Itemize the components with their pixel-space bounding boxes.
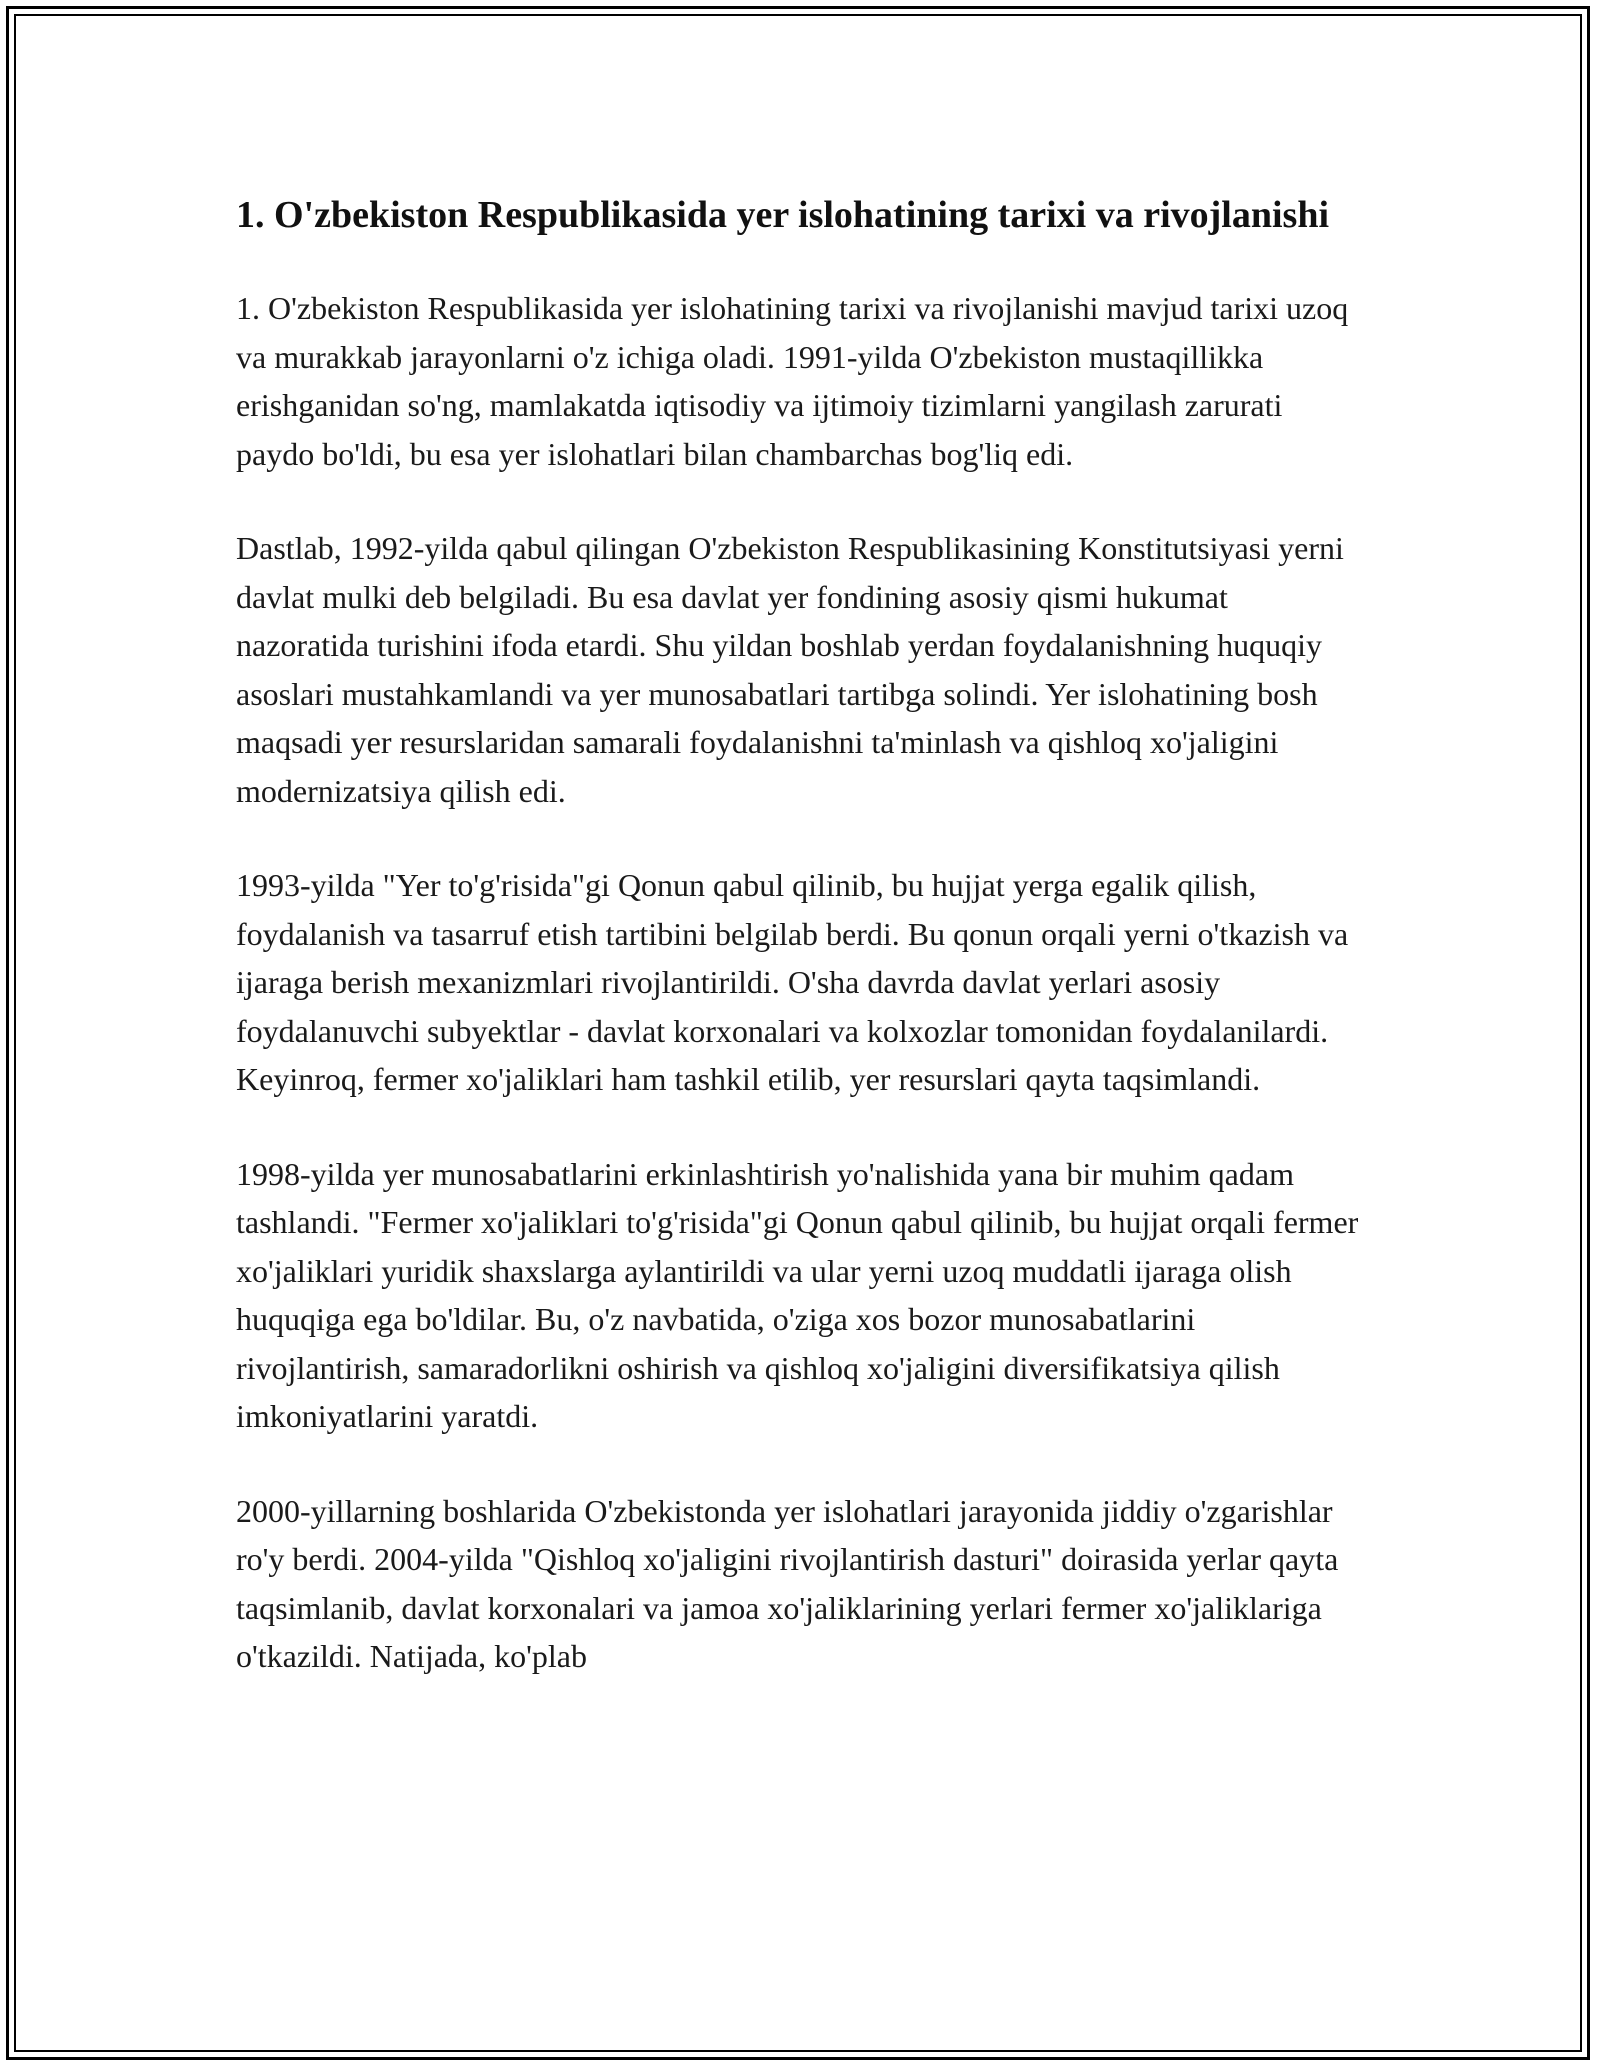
paragraph-2: Dastlab, 1992-yilda qabul qilingan O'zbekiston Respublikasining Konstitutsiyasi yerni davlat mulki deb belgiladi. Bu esa davlat yer fondining asosiy qismi hukumat nazoratida turishini ifoda etardi. Shu yildan boshlab yerdan foydalanishning huquqiy asoslari mustahkamlandi va yer munosabatlari tartibga solindi. Yer islohatining bosh maqsadi yer resurslaridan samarali foydalanishni ta'minlash va qishloq xo'jaligini modernizatsiya qilish edi. xyxy=(236,530,1344,809)
document-title: 1. O'zbekiston Respublikasida yer islohatining tarixi va rivojlanishi xyxy=(236,194,1330,236)
document-content xyxy=(236,188,1366,1681)
paragraph-1: 1. O'zbekiston Respublikasida yer islohatining tarixi va rivojlanishi mavjud tarixi uzoq va murakkab jarayonlarni o'z ichiga oladi. 1991-yilda O'zbekiston mustaqillikka erishganidan so'ng, mamlakatda iqtisodiy va ijtimoiy tizimlarni yangilash zarurati paydo bo'ldi, bu esa yer islohatlari bilan chambarchas bog'liq edi. xyxy=(236,290,1349,472)
paragraph-4: 1998-yilda yer munosabatlarini erkinlashtirish yo'nalishida yana bir muhim qadam tashlandi. "Fermer xo'jaliklari to'g'risida"gi Qonun qabul qilinib, bu hujjat orqali fermer xo'jaliklari yuridik shaxslarga aylantirildi va ular yerni uzoq muddatli ijaraga olish huquqiga ega bo'ldilar. Bu, o'z navbatida, o'ziga xos bozor munosabatlarini rivojlantirish, samaradorlikni oshirish va qishloq xo'jaligini diversifikatsiya qilish imkoniyatlarini yaratdi. xyxy=(236,1155,1359,1434)
paragraph-5: 2000-yillarning boshlarida O'zbekistonda yer islohatlari jarayonida jiddiy o'zgarishlar ro'y berdi. 2004-yilda "Qishloq xo'jaligini rivojlantirish dasturi" doirasida yerlar qayta taqsimlanib, davlat korxonalari va jamoa xo'jaliklarining yerlari fermer xo'jaliklariga o'tkazildi. Natijada, ko'plab xyxy=(236,1492,1339,1674)
paragraph-3: 1993-yilda "Yer to'g'risida"gi Qonun qabul qilinib, bu hujjat yerga egalik qilish, foydalanish va tasarruf etish tartibini belgilab berdi. Bu qonun orqali yerni o'tkazish va ijaraga berish mexanizmlari rivojlantirildi. O'sha davrda davlat yerlari asosiy foydalanuvchi subyektlar - davlat korxonalari va kolxozlar tomonidan foydalanilardi. Keyinroq, fermer xo'jaliklari ham tashkil etilib, yer resurslari qayta taqsimlandi. xyxy=(236,867,1349,1097)
document-body xyxy=(236,284,1366,1681)
